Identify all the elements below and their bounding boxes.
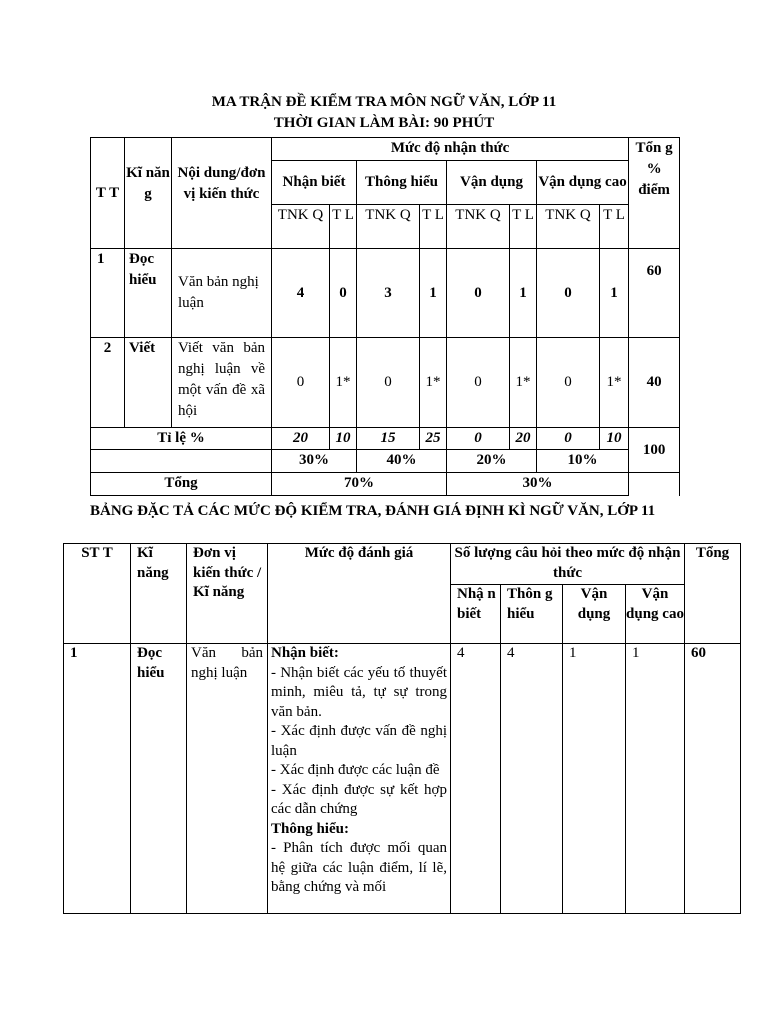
spec-row-don-vi: Văn bản nghị luận (187, 644, 268, 914)
description-item: - Xác định được vấn đề nghị luận (271, 723, 447, 759)
sub-header: TNK Q (447, 205, 510, 249)
spec-level-van-dung-cao: Vận dụng cao (626, 585, 685, 644)
header-muc-do: Mức độ nhận thức (272, 138, 629, 161)
row-value: 1* (420, 338, 447, 428)
row-value: 0 (537, 249, 600, 338)
row-value: 0 (272, 338, 330, 428)
ti-le-total: 100 (629, 428, 680, 473)
level-nhan-biet: Nhận biết (272, 161, 357, 205)
document-subtitle: THỜI GIAN LÀM BÀI: 90 PHÚT (273, 115, 495, 131)
sub-header: T L (330, 205, 357, 249)
row-tt: 2 (91, 338, 125, 428)
row-total: 40 (629, 338, 680, 428)
ti-le-value: 0 (537, 428, 600, 450)
spec-row (64, 644, 741, 914)
spec-total: 60 (685, 644, 741, 914)
header-tong-diem: Tổn g % điểm (629, 138, 680, 249)
sub-header: TNK Q (537, 205, 600, 249)
row-value: 0 (357, 338, 420, 428)
spec-row-ki-nang: Đọc hiểu (131, 644, 187, 914)
spec-row-description (268, 644, 451, 914)
row-value: 0 (447, 249, 510, 338)
spec-level-thong-hieu: Thôn g hiểu (501, 585, 563, 644)
row-value: 1 (510, 249, 537, 338)
row-ki-nang: Đọc hiểu (125, 249, 172, 338)
matrix-row (91, 338, 680, 428)
row-value: 0 (330, 249, 357, 338)
tong-label: Tổng (91, 473, 272, 496)
header-ki-nang: Kĩ năn g (125, 138, 172, 249)
spec-count: 1 (626, 644, 685, 914)
row-noi-dung: Văn bản nghị luận (172, 249, 272, 338)
description-item: - Nhận biết các yếu tố thuyết minh, miêu tả, tự sự trong văn bản. (271, 664, 447, 720)
row-value: 1* (510, 338, 537, 428)
spec-row-stt: 1 (64, 644, 131, 914)
sub-header: TNK Q (357, 205, 420, 249)
ti-le-percent: 30% (272, 450, 357, 473)
spec-header-don-vi: Đơn vị kiến thức / Kĩ năng (187, 544, 268, 644)
sub-header: T L (420, 205, 447, 249)
thong-hieu-label: Thông hiểu: (271, 820, 349, 837)
nhan-biet-label: Nhận biết: (271, 645, 339, 661)
row-noi-dung: Viết văn bản nghị luận về một vấn đề xã hội (172, 338, 272, 428)
row-value: 1 (420, 249, 447, 338)
ti-le-value: 20 (272, 428, 330, 450)
row-value: 1* (600, 338, 629, 428)
spec-count: 4 (451, 644, 501, 914)
ti-le-percent: 40% (357, 450, 447, 473)
ti-le-value: 0 (447, 428, 510, 450)
matrix-row (91, 249, 680, 338)
spec-table (63, 543, 741, 914)
header-noi-dung: Nội dung/đơn vị kiến thức (172, 138, 272, 249)
row-tt: 1 (91, 249, 125, 338)
ti-le-value: 10 (330, 428, 357, 450)
spec-count: 4 (501, 644, 563, 914)
row-total: 60 (629, 249, 680, 338)
spec-header-muc-do: Mức độ đánh giá (268, 544, 451, 644)
document-title: MA TRẬN ĐỀ KIỂM TRA MÔN NGỮ VĂN, LỚP 11 (211, 94, 557, 110)
spec-header-tong: Tổng (685, 544, 741, 644)
level-van-dung-cao: Vận dụng cao (537, 161, 629, 205)
spec-header-stt: ST T (64, 544, 131, 644)
spec-level-van-dung: Vận dụng (563, 585, 626, 644)
tong-value: 70% (272, 473, 447, 496)
row-ki-nang: Viết (125, 338, 172, 428)
spec-count: 1 (563, 644, 626, 914)
ti-le-percent: 20% (447, 450, 537, 473)
sub-header: T L (510, 205, 537, 249)
spec-header-so-luong: Số lượng câu hỏi theo mức độ nhận thức (451, 544, 685, 585)
ti-le-value: 10 (600, 428, 629, 450)
tong-value: 30% (447, 473, 629, 496)
row-value: 1* (330, 338, 357, 428)
header-tt: T T (91, 138, 125, 249)
ti-le-value: 25 (420, 428, 447, 450)
description-item: - Phân tích được mối quan hệ giữa các luận điểm, lí lẽ, bằng chứng và mối (271, 840, 447, 895)
ti-le-label: Tỉ lệ % (91, 428, 272, 450)
row-value: 0 (447, 338, 510, 428)
level-van-dung: Vận dụng (447, 161, 537, 205)
description-item: - Xác định được các luận đề (271, 762, 440, 778)
row-value: 1 (600, 249, 629, 338)
ti-le-value: 20 (510, 428, 537, 450)
row-value: 3 (357, 249, 420, 338)
spec-header-ki-nang: Kĩ năng (131, 544, 187, 644)
description-item: - Xác định được sự kết hợp các dẫn chứng (271, 781, 447, 817)
sub-header: TNK Q (272, 205, 330, 249)
sub-header: T L (600, 205, 629, 249)
row-value: 4 (272, 249, 330, 338)
ti-le-value: 15 (357, 428, 420, 450)
spec-level-nhan-biet: Nhậ n biết (451, 585, 501, 644)
row-value: 0 (537, 338, 600, 428)
section-heading: BẢNG ĐẶC TẢ CÁC MỨC ĐỘ KIỂM TRA, ĐÁNH GIÁ ĐỊNH KÌ NGỮ VĂN, LỚP 11 (90, 503, 656, 519)
level-thong-hieu: Thông hiểu (357, 161, 447, 205)
matrix-table (90, 137, 680, 496)
ti-le-percent: 10% (537, 450, 629, 473)
